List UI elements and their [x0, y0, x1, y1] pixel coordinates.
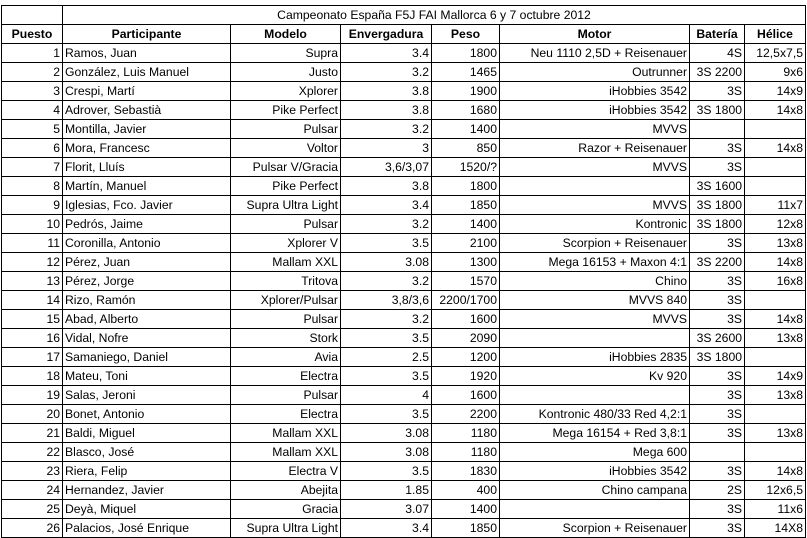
- table-row: [2, 500, 806, 519]
- cell-participante: Ramos, Juan: [63, 44, 231, 63]
- table-row: [2, 120, 806, 139]
- cell-modelo: Xplorer V: [231, 234, 341, 253]
- cell-helice: 14x9: [745, 82, 806, 101]
- cell-peso: 1570: [432, 272, 500, 291]
- cell-envergadura: 3,6/3,07: [341, 158, 432, 177]
- cell-bateria: [690, 120, 745, 139]
- cell-bateria: 3S: [690, 291, 745, 310]
- cell-helice: [745, 443, 806, 462]
- cell-modelo: Pike Perfect: [231, 101, 341, 120]
- table-row: [2, 158, 806, 177]
- cell-participante: Montilla, Javier: [63, 120, 231, 139]
- cell-puesto: 24: [2, 481, 63, 500]
- table-row: [2, 82, 806, 101]
- cell-envergadura: 3.2: [341, 215, 432, 234]
- table-row: [2, 101, 806, 120]
- cell-puesto: 21: [2, 424, 63, 443]
- table-row: [2, 196, 806, 215]
- cell-participante: Baldi, Miguel: [63, 424, 231, 443]
- cell-bateria: 3S: [690, 158, 745, 177]
- table-row: [2, 310, 806, 329]
- cell-motor: iHobbies 3542: [500, 462, 690, 481]
- cell-motor: [500, 177, 690, 196]
- cell-puesto: 25: [2, 500, 63, 519]
- cell-peso: 850: [432, 139, 500, 158]
- cell-helice: [745, 405, 806, 424]
- table-row: [2, 329, 806, 348]
- cell-motor: Chino: [500, 272, 690, 291]
- cell-motor: Razor + Reisenauer: [500, 139, 690, 158]
- cell-envergadura: 3.8: [341, 177, 432, 196]
- cell-participante: Coronilla, Antonio: [63, 234, 231, 253]
- table-row: [2, 519, 806, 538]
- table-row: [2, 177, 806, 196]
- col-header-envergadura: Envergadura: [341, 25, 432, 44]
- cell-participante: Mateu, Toni: [63, 367, 231, 386]
- cell-envergadura: 3.5: [341, 367, 432, 386]
- cell-puesto: 4: [2, 101, 63, 120]
- cell-modelo: Pike Perfect: [231, 177, 341, 196]
- cell-peso: 1520/?: [432, 158, 500, 177]
- col-header-modelo: Modelo: [231, 25, 341, 44]
- cell-participante: Deyà, Miquel: [63, 500, 231, 519]
- cell-peso: 1200: [432, 348, 500, 367]
- cell-peso: 1465: [432, 63, 500, 82]
- table-row: [2, 63, 806, 82]
- cell-envergadura: 3.08: [341, 443, 432, 462]
- cell-participante: Florit, Lluís: [63, 158, 231, 177]
- cell-helice: [745, 348, 806, 367]
- col-header-participante: Participante: [63, 25, 231, 44]
- cell-helice: 13x8: [745, 386, 806, 405]
- cell-peso: 1850: [432, 196, 500, 215]
- cell-helice: 11x6: [745, 500, 806, 519]
- cell-bateria: 2S: [690, 481, 745, 500]
- cell-envergadura: 3.4: [341, 519, 432, 538]
- col-header-motor: Motor: [500, 25, 690, 44]
- cell-peso: 1900: [432, 82, 500, 101]
- cell-motor: [500, 386, 690, 405]
- cell-bateria: 4S: [690, 44, 745, 63]
- cell-peso: 1400: [432, 215, 500, 234]
- cell-modelo: Pulsar: [231, 120, 341, 139]
- cell-bateria: 3S: [690, 234, 745, 253]
- cell-puesto: 14: [2, 291, 63, 310]
- cell-participante: González, Luis Manuel: [63, 63, 231, 82]
- header-row: [2, 25, 806, 44]
- cell-participante: Crespi, Martí: [63, 82, 231, 101]
- cell-participante: Rizo, Ramón: [63, 291, 231, 310]
- cell-motor: iHobbies 3542: [500, 101, 690, 120]
- cell-motor: Mega 16153 + Maxon 4:1: [500, 253, 690, 272]
- cell-puesto: 7: [2, 158, 63, 177]
- table-row: [2, 386, 806, 405]
- cell-modelo: Tritova: [231, 272, 341, 291]
- table-row: [2, 348, 806, 367]
- cell-helice: 16x8: [745, 272, 806, 291]
- cell-envergadura: 3.5: [341, 405, 432, 424]
- table-row: [2, 443, 806, 462]
- cell-participante: Vidal, Nofre: [63, 329, 231, 348]
- cell-motor: [500, 329, 690, 348]
- cell-bateria: 3S 1800: [690, 101, 745, 120]
- col-header-bateria: Batería: [690, 25, 745, 44]
- table-row: [2, 405, 806, 424]
- cell-modelo: Mallam XXL: [231, 443, 341, 462]
- cell-bateria: 3S 1800: [690, 215, 745, 234]
- cell-motor: Mega 600: [500, 443, 690, 462]
- cell-peso: 2100: [432, 234, 500, 253]
- cell-puesto: 5: [2, 120, 63, 139]
- cell-modelo: Abejita: [231, 481, 341, 500]
- cell-puesto: 1: [2, 44, 63, 63]
- cell-participante: Riera, Felip: [63, 462, 231, 481]
- cell-peso: 1830: [432, 462, 500, 481]
- cell-envergadura: 4: [341, 386, 432, 405]
- cell-bateria: 3S: [690, 405, 745, 424]
- cell-envergadura: 1.85: [341, 481, 432, 500]
- cell-modelo: Xplorer: [231, 82, 341, 101]
- cell-motor: MVVS: [500, 196, 690, 215]
- cell-envergadura: 3.2: [341, 310, 432, 329]
- cell-modelo: Electra V: [231, 462, 341, 481]
- cell-puesto: 3: [2, 82, 63, 101]
- cell-modelo: Voltor: [231, 139, 341, 158]
- cell-helice: 14x8: [745, 462, 806, 481]
- cell-peso: 1600: [432, 386, 500, 405]
- cell-modelo: Mallam XXL: [231, 253, 341, 272]
- cell-envergadura: 3.2: [341, 63, 432, 82]
- cell-bateria: 3S: [690, 500, 745, 519]
- cell-bateria: [690, 443, 745, 462]
- cell-puesto: 12: [2, 253, 63, 272]
- cell-peso: 1400: [432, 120, 500, 139]
- cell-helice: 14x9: [745, 367, 806, 386]
- col-header-helice: Hélice: [745, 25, 806, 44]
- cell-peso: 2200/1700: [432, 291, 500, 310]
- cell-peso: 1600: [432, 310, 500, 329]
- cell-helice: 12x8: [745, 215, 806, 234]
- cell-peso: 1180: [432, 443, 500, 462]
- cell-bateria: 3S 2200: [690, 63, 745, 82]
- cell-bateria: 3S 2600: [690, 329, 745, 348]
- col-header-puesto: Puesto: [2, 25, 63, 44]
- cell-envergadura: 3.5: [341, 462, 432, 481]
- cell-puesto: 2: [2, 63, 63, 82]
- cell-helice: 13x8: [745, 234, 806, 253]
- cell-envergadura: 3.5: [341, 234, 432, 253]
- results-body: [2, 44, 806, 538]
- cell-helice: 11x7: [745, 196, 806, 215]
- cell-modelo: Stork: [231, 329, 341, 348]
- cell-puesto: 6: [2, 139, 63, 158]
- cell-participante: Bonet, Antonio: [63, 405, 231, 424]
- cell-motor: Kv 920: [500, 367, 690, 386]
- cell-bateria: 3S 1600: [690, 177, 745, 196]
- cell-bateria: 3S 1800: [690, 196, 745, 215]
- cell-envergadura: 3.2: [341, 120, 432, 139]
- cell-envergadura: 3.07: [341, 500, 432, 519]
- table-row: [2, 424, 806, 443]
- cell-participante: Salas, Jeroni: [63, 386, 231, 405]
- cell-puesto: 10: [2, 215, 63, 234]
- cell-puesto: 9: [2, 196, 63, 215]
- cell-participante: Mora, Francesc: [63, 139, 231, 158]
- cell-helice: 14X8: [745, 519, 806, 538]
- cell-modelo: Justo: [231, 63, 341, 82]
- cell-motor: iHobbies 2835: [500, 348, 690, 367]
- table-row: [2, 462, 806, 481]
- cell-motor: [500, 500, 690, 519]
- table-row: [2, 272, 806, 291]
- cell-bateria: 3S: [690, 519, 745, 538]
- cell-helice: 14x8: [745, 310, 806, 329]
- table-row: [2, 215, 806, 234]
- cell-helice: [745, 158, 806, 177]
- cell-envergadura: 3.4: [341, 196, 432, 215]
- cell-modelo: Supra: [231, 44, 341, 63]
- cell-bateria: 3S: [690, 272, 745, 291]
- cell-participante: Hernandez, Javier: [63, 481, 231, 500]
- cell-envergadura: 3: [341, 139, 432, 158]
- cell-modelo: Pulsar: [231, 386, 341, 405]
- cell-participante: Martín, Manuel: [63, 177, 231, 196]
- cell-modelo: Supra Ultra Light: [231, 196, 341, 215]
- cell-helice: 12,5x7,5: [745, 44, 806, 63]
- cell-helice: 13x8: [745, 424, 806, 443]
- cell-bateria: 3S 2200: [690, 253, 745, 272]
- cell-modelo: Pulsar V/Gracia: [231, 158, 341, 177]
- cell-peso: 1800: [432, 44, 500, 63]
- cell-participante: Abad, Alberto: [63, 310, 231, 329]
- cell-puesto: 16: [2, 329, 63, 348]
- cell-peso: 1300: [432, 253, 500, 272]
- cell-bateria: 3S: [690, 310, 745, 329]
- cell-envergadura: 3,8/3,6: [341, 291, 432, 310]
- cell-peso: 1800: [432, 177, 500, 196]
- cell-modelo: Electra: [231, 405, 341, 424]
- cell-envergadura: 3.8: [341, 101, 432, 120]
- cell-helice: 12x6,5: [745, 481, 806, 500]
- cell-puesto: 22: [2, 443, 63, 462]
- cell-motor: Mega 16154 + Red 3,8:1: [500, 424, 690, 443]
- cell-motor: Kontronic 480/33 Red 4,2:1: [500, 405, 690, 424]
- cell-envergadura: 3.4: [341, 44, 432, 63]
- cell-peso: 1850: [432, 519, 500, 538]
- cell-modelo: Electra: [231, 367, 341, 386]
- cell-puesto: 18: [2, 367, 63, 386]
- cell-bateria: 3S: [690, 386, 745, 405]
- table-row: [2, 253, 806, 272]
- cell-modelo: Xplorer/Pulsar: [231, 291, 341, 310]
- cell-modelo: Pulsar: [231, 310, 341, 329]
- cell-participante: Samaniego, Daniel: [63, 348, 231, 367]
- cell-participante: Pedrós, Jaime: [63, 215, 231, 234]
- cell-participante: Adrover, Sebastià: [63, 101, 231, 120]
- cell-peso: 1680: [432, 101, 500, 120]
- cell-helice: 14x8: [745, 253, 806, 272]
- cell-bateria: 3S 1800: [690, 348, 745, 367]
- cell-motor: MVVS: [500, 158, 690, 177]
- cell-bateria: 3S: [690, 462, 745, 481]
- cell-helice: 14x8: [745, 139, 806, 158]
- cell-puesto: 23: [2, 462, 63, 481]
- cell-bateria: 3S: [690, 139, 745, 158]
- cell-envergadura: 2.5: [341, 348, 432, 367]
- cell-peso: 2200: [432, 405, 500, 424]
- cell-envergadura: 3.08: [341, 424, 432, 443]
- cell-helice: [745, 291, 806, 310]
- cell-modelo: Pulsar: [231, 215, 341, 234]
- cell-motor: iHobbies 3542: [500, 82, 690, 101]
- cell-puesto: 8: [2, 177, 63, 196]
- cell-envergadura: 3.08: [341, 253, 432, 272]
- table-row: [2, 291, 806, 310]
- cell-peso: 1400: [432, 500, 500, 519]
- cell-helice: [745, 120, 806, 139]
- cell-helice: 13x8: [745, 329, 806, 348]
- cell-puesto: 20: [2, 405, 63, 424]
- table-row: [2, 234, 806, 253]
- cell-motor: MVVS: [500, 120, 690, 139]
- cell-helice: [745, 177, 806, 196]
- cell-motor: Kontronic: [500, 215, 690, 234]
- cell-peso: 2090: [432, 329, 500, 348]
- cell-modelo: Supra Ultra Light: [231, 519, 341, 538]
- cell-motor: MVVS: [500, 310, 690, 329]
- cell-peso: 400: [432, 481, 500, 500]
- results-table: [1, 5, 806, 538]
- cell-puesto: 11: [2, 234, 63, 253]
- cell-participante: Pérez, Juan: [63, 253, 231, 272]
- cell-modelo: Gracia: [231, 500, 341, 519]
- cell-motor: Scorpion + Reisenauer: [500, 234, 690, 253]
- cell-modelo: Mallam XXL: [231, 424, 341, 443]
- cell-puesto: 17: [2, 348, 63, 367]
- cell-bateria: 3S: [690, 367, 745, 386]
- cell-participante: Pérez, Jorge: [63, 272, 231, 291]
- cell-puesto: 15: [2, 310, 63, 329]
- cell-motor: Neu 1110 2,5D + Reisenauer: [500, 44, 690, 63]
- cell-puesto: 13: [2, 272, 63, 291]
- cell-participante: Palacios, José Enrique: [63, 519, 231, 538]
- cell-envergadura: 3.8: [341, 82, 432, 101]
- cell-envergadura: 3.2: [341, 272, 432, 291]
- table-row: [2, 367, 806, 386]
- cell-helice: 9x6: [745, 63, 806, 82]
- cell-participante: Iglesias, Fco. Javier: [63, 196, 231, 215]
- cell-motor: Outrunner: [500, 63, 690, 82]
- cell-envergadura: 3.5: [341, 329, 432, 348]
- cell-modelo: Avia: [231, 348, 341, 367]
- cell-participante: Blasco, José: [63, 443, 231, 462]
- cell-peso: 1920: [432, 367, 500, 386]
- sheet-title: Campeonato España F5J FAI Mallorca 6 y 7 octubre 2012: [63, 6, 806, 25]
- cell-bateria: 3S: [690, 424, 745, 443]
- cell-motor: Chino campana: [500, 481, 690, 500]
- cell-motor: Scorpion + Reisenauer: [500, 519, 690, 538]
- cell-helice: 14x8: [745, 101, 806, 120]
- cell-puesto: 26: [2, 519, 63, 538]
- col-header-peso: Peso: [432, 25, 500, 44]
- table-row: [2, 481, 806, 500]
- table-row: [2, 44, 806, 63]
- cell-motor: MVVS 840: [500, 291, 690, 310]
- cell-peso: 1180: [432, 424, 500, 443]
- table-row: [2, 139, 806, 158]
- cell-puesto: 19: [2, 386, 63, 405]
- cell-bateria: 3S: [690, 82, 745, 101]
